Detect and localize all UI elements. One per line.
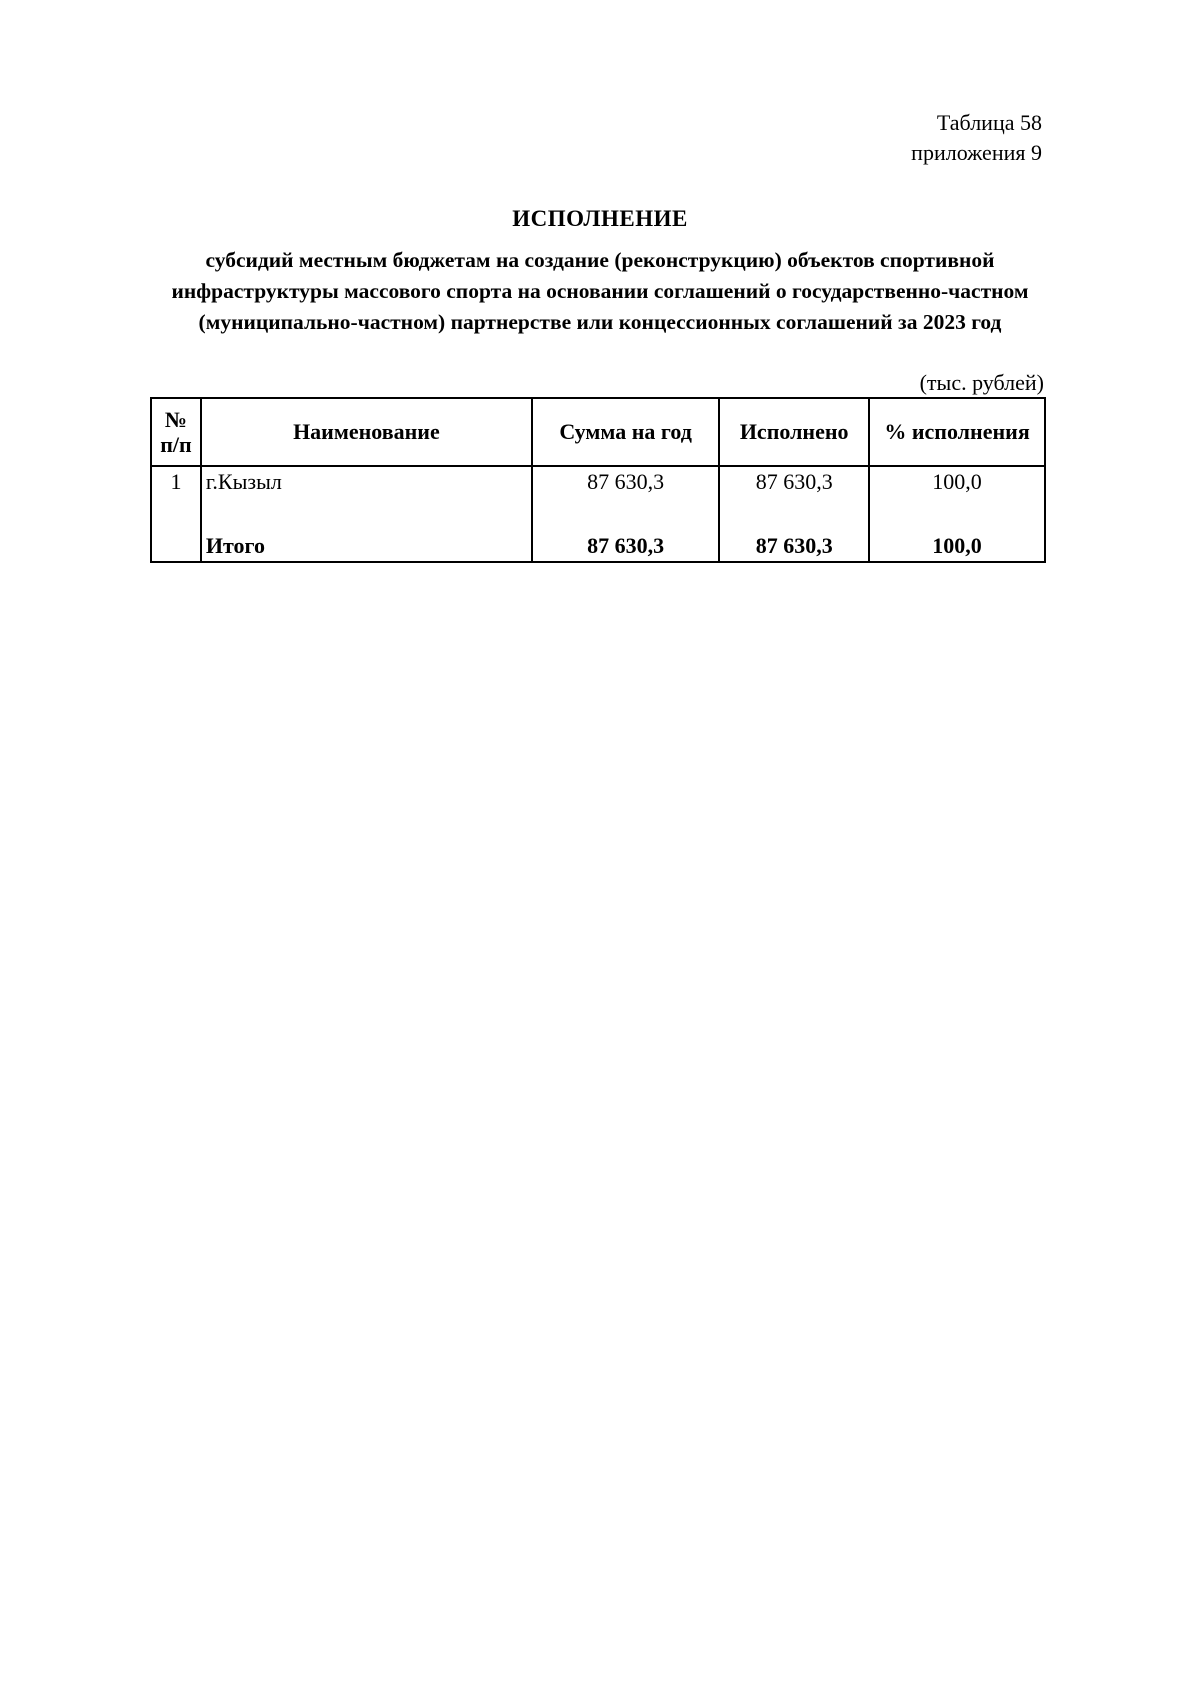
table-reference xyxy=(911,108,1042,168)
column-header-number-line1: № xyxy=(164,407,187,432)
units-label: (тыс. рублей) xyxy=(919,370,1044,395)
total-done: 87 630,3 xyxy=(719,501,869,562)
total-percent: 100,0 xyxy=(869,501,1045,562)
table-header-row xyxy=(151,398,1045,466)
total-label: Итого xyxy=(201,501,532,562)
total-number xyxy=(151,501,201,562)
row-done: 87 630,3 xyxy=(719,466,869,501)
appendix-number: приложения 9 xyxy=(911,140,1042,165)
column-header-done: Исполнено xyxy=(719,398,869,466)
table-row xyxy=(151,466,1045,501)
execution-table xyxy=(150,397,1046,563)
row-sum: 87 630,3 xyxy=(532,466,719,501)
total-row xyxy=(151,501,1045,562)
row-number: 1 xyxy=(151,466,201,501)
row-name: г.Кызыл xyxy=(201,466,532,501)
column-header-sum: Сумма на год xyxy=(532,398,719,466)
column-header-number xyxy=(151,398,201,466)
column-header-percent: % исполнения xyxy=(869,398,1045,466)
table-number: Таблица 58 xyxy=(936,110,1042,135)
column-header-number-line2: п/п xyxy=(160,432,192,457)
document-subtitle: субсидий местным бюджетам на создание (реконструкцию) объектов спортивной инфраструктуры массового спорта на основании соглашений о государственно-частном (муниципально-частном) партнерстве или концессионных соглашений за 2023 год xyxy=(171,248,1029,334)
row-percent: 100,0 xyxy=(869,466,1045,501)
document-title: ИСПОЛНЕНИЕ xyxy=(512,206,688,231)
column-header-name: Наименование xyxy=(201,398,532,466)
total-sum: 87 630,3 xyxy=(532,501,719,562)
